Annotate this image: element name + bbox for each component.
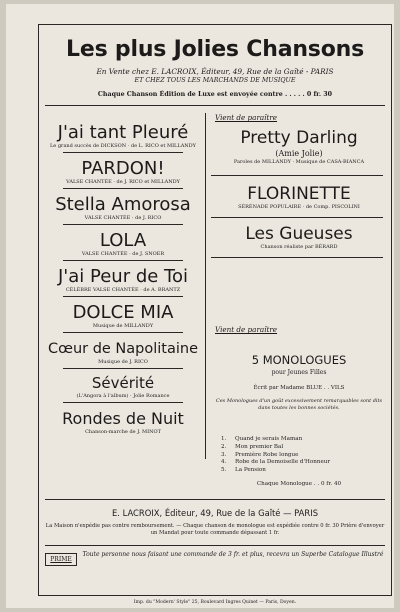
song-title: J'ai Peur de Toi bbox=[58, 266, 188, 287]
prime-badge: PRIME bbox=[45, 553, 77, 566]
song-title: Rondes de Nuit bbox=[62, 409, 184, 428]
list-item: 1. Quand je serais Maman bbox=[221, 436, 303, 442]
song-title: Les Gueuses bbox=[245, 224, 353, 244]
song-credit: VALSE CHANTÉE · de J. SNOER bbox=[81, 251, 165, 257]
entry-divider bbox=[63, 260, 183, 261]
song-title: LOLA bbox=[99, 230, 147, 251]
list-item: 4. Robe de la Demoiselle d'Honneur bbox=[221, 459, 331, 466]
song-subtitle: (Amie Jolie) bbox=[275, 149, 323, 158]
song-credit: SÉRÉNADE POPULAIRE · de Comp. PISCOLINI bbox=[238, 204, 360, 210]
song-credit: VALSE CHANTÉE · de J. RICO bbox=[84, 215, 162, 221]
song-title: J'ai tant Pleuré bbox=[57, 122, 189, 143]
song-title: Sévérité bbox=[91, 374, 155, 392]
song-entry bbox=[47, 409, 199, 435]
entry-divider bbox=[63, 152, 183, 153]
song-entry bbox=[211, 129, 387, 165]
song-entry bbox=[211, 185, 387, 210]
catalog-offer: Toute personne nous faisant une commande de 3 fr. et plus, recevra un Superbe Catalogue Illustré bbox=[82, 551, 384, 558]
price-line: Chaque Chanson Édition de Luxe est envoyée contre . . . . . 0 fr. 30 bbox=[97, 91, 333, 98]
dealers-line: ET CHEZ TOUS LES MARCHANDS DE MUSIQUE bbox=[134, 77, 296, 84]
song-entry bbox=[47, 339, 199, 369]
header-divider bbox=[45, 105, 385, 106]
footer-note: La Maison n'expédie pas contre remboursement. — Chaque chanson de monologue est expédiée contre 0 fr. 30 Prière d'envoyer un Mandat pour toute commande dépassant 1 fr. bbox=[45, 523, 385, 536]
new-release-label: Vient de paraître bbox=[215, 325, 278, 334]
catalog-frame bbox=[38, 24, 392, 596]
list-item: 2. Mon premier Bal bbox=[221, 443, 284, 450]
song-entry bbox=[47, 159, 199, 189]
song-credit: Chanson réaliste par BÉRARD bbox=[260, 244, 338, 250]
monologues-title: 5 MONOLOGUES bbox=[251, 353, 347, 367]
entry-divider bbox=[211, 217, 383, 218]
song-credit: Paroles de MILLANDY · Musique de CASA-BIANCA bbox=[233, 159, 365, 165]
monologues-subtitle: pour Jeunes Filles bbox=[271, 369, 327, 376]
entry-divider bbox=[63, 368, 183, 369]
song-credit: Musique de J. RICO bbox=[98, 359, 148, 365]
monologues-list bbox=[221, 436, 330, 475]
song-entry bbox=[47, 373, 199, 403]
song-credit: CÉLÈBRE VALSE CHANTÉE · de A. BRANTZ bbox=[65, 287, 181, 293]
entry-divider bbox=[63, 332, 183, 333]
entry-divider bbox=[63, 402, 183, 403]
entry-divider bbox=[63, 188, 183, 189]
entry-divider bbox=[211, 257, 383, 258]
song-entry bbox=[47, 267, 199, 297]
song-title: DOLCE MIA bbox=[72, 302, 174, 323]
printer-imprint: Imp. du "Modern' Style" 25, Boulevard Ingres Quinet — Paris, Doyen. bbox=[133, 600, 297, 605]
monologues-price: Chaque Monologue . . 0 fr. 40 bbox=[256, 481, 342, 487]
entry-divider bbox=[211, 175, 383, 176]
list-item: 5. La Pension bbox=[221, 467, 266, 474]
song-credit: (L'Angora à l'album) · Jolie Romance bbox=[76, 393, 170, 399]
song-sheet bbox=[6, 4, 394, 608]
song-title: Pretty Darling bbox=[240, 128, 358, 148]
footer-publisher: E. LACROIX, Éditeur, 49, Rue de la Gaîté — PARIS bbox=[111, 508, 319, 518]
entry-divider bbox=[63, 224, 183, 225]
song-title: Cœur de Napolitaine bbox=[47, 341, 199, 357]
song-credit: Chanson-marche de J. MINOT bbox=[85, 429, 161, 435]
song-entry bbox=[47, 303, 199, 333]
publisher-line: En Vente chez E. LACROIX, Éditeur, 49, Rue de la Gaîté - PARIS bbox=[96, 67, 334, 76]
entry-divider bbox=[63, 296, 183, 297]
new-release-label: Vient de paraître bbox=[215, 113, 278, 122]
song-credit: Musique de MILLANDY bbox=[92, 323, 154, 329]
footer-divider bbox=[45, 499, 385, 500]
song-credit: VALSE CHANTÉE · de J. RICO et MILLANDY bbox=[66, 179, 180, 185]
column-divider bbox=[205, 113, 206, 459]
song-title: Stella Amorosa bbox=[55, 194, 191, 215]
song-credit: Le grand succès de DICKSON · de L. RICO et MILLANDY bbox=[49, 143, 196, 149]
song-entry bbox=[47, 195, 199, 225]
monologues-author: Écrit par Madame BLUE . . VILS bbox=[253, 385, 345, 391]
song-title: PARDON! bbox=[81, 158, 165, 179]
song-entry bbox=[211, 225, 387, 250]
page-title: Les plus Jolies Chansons bbox=[66, 37, 364, 62]
song-entry bbox=[47, 231, 199, 261]
song-title: FLORINETTE bbox=[247, 184, 351, 204]
list-item: 3. Première Robe longue bbox=[221, 451, 299, 458]
footer-divider bbox=[45, 545, 385, 546]
song-entry bbox=[47, 123, 199, 153]
monologues-note: Ces Monologues d'un goût excessivement remarquables sont dits dans toutes les bonnes sociétés. bbox=[215, 398, 383, 411]
